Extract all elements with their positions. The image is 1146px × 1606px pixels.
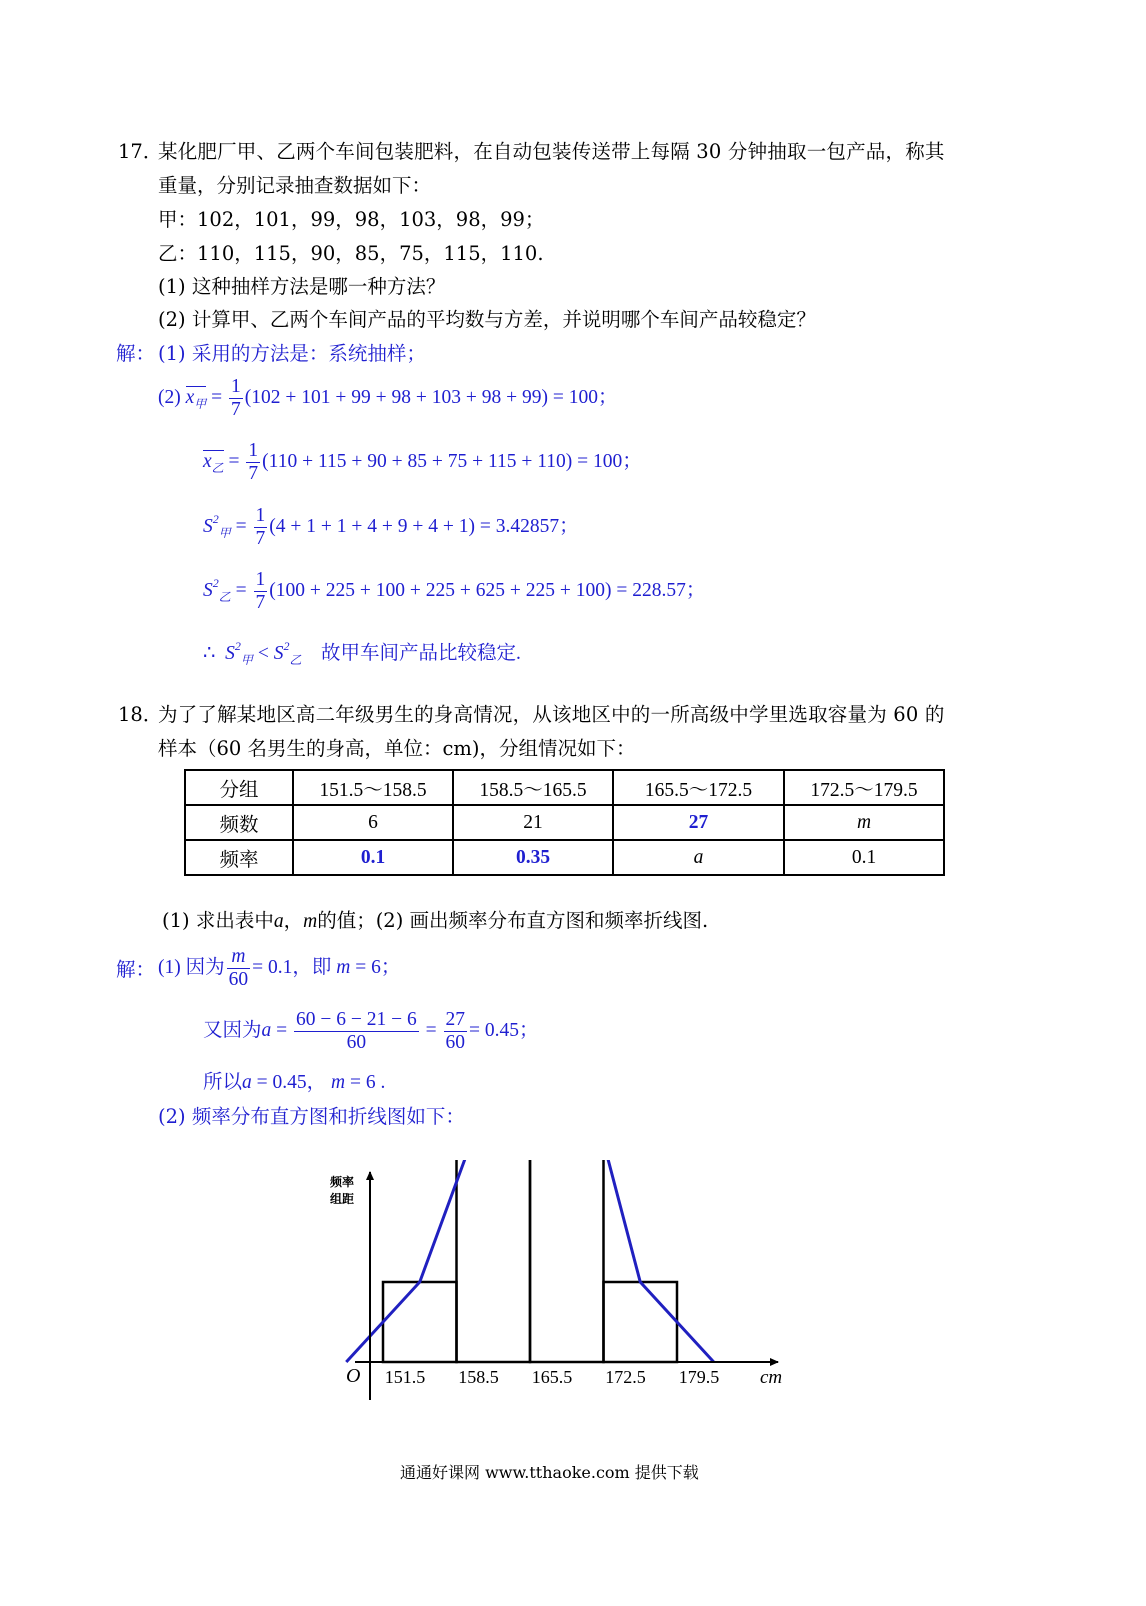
table-cell: 151.5～158.5 — [293, 770, 453, 805]
x-axis-label: cm — [760, 1367, 783, 1388]
table-cell-filled: 0.35 — [453, 840, 613, 875]
q18-stem-line1: 为了了解某地区高二年级男生的身高情况，从该地区中的一所高级中学里选取容量为 60 的 — [158, 703, 945, 726]
table-row — [185, 840, 944, 875]
variance-jia-expression: (4 + 1 + 1 + 4 + 9 + 4 + 1) = 3.42857； — [269, 515, 579, 537]
conclusion-text: 故甲车间产品比较稳定. — [320, 643, 521, 664]
sol17-var-jia: $S^2_甲$ = $\frac{1}{7}$ (4 + 1 + 1 + 4 + 9 + 4 + 1) = 3.42857； — [203, 505, 579, 549]
sol18-line3: 所以a = 0.45， m = 6 . — [203, 1072, 386, 1093]
x-tick-label: 179.5 — [678, 1367, 720, 1387]
variance-yi-expression: (100 + 225 + 100 + 225 + 625 + 225 + 100) = 228.57； — [269, 579, 706, 601]
table-cell: 21 — [453, 805, 613, 840]
q17-part2: (2) 计算甲、乙两个车间产品的平均数与方差，并说明哪个车间产品较稳定？ — [158, 308, 816, 331]
table-cell: m — [784, 805, 944, 840]
x-tick-label: 151.5 — [384, 1367, 426, 1387]
y-axis-label-line1: 频率 — [330, 1175, 355, 1189]
histogram-bar — [457, 1160, 531, 1362]
table-cell: 165.5～172.5 — [613, 770, 784, 805]
q18-stem-line2: 样本（60 名男生的身高，单位：cm)，分组情况如下： — [158, 737, 636, 760]
y-axis-label-line2: 组距 — [330, 1192, 355, 1206]
sol18-line2: 又因为a = $\frac{60 - 6 - 21 - 6}{60}$ = $\frac{27}{60}$ = 0.45； — [203, 1009, 539, 1053]
table-row-label: 分组 — [185, 770, 293, 805]
fraction-one-seventh: $\frac{1}{7}$ — [248, 440, 259, 484]
sol18-label: 解： — [116, 958, 156, 981]
sol18-part2: (2) 频率分布直方图和折线图如下： — [158, 1105, 465, 1128]
frequency-histogram — [300, 1160, 820, 1410]
histogram-bar — [383, 1282, 457, 1362]
sol17-part2-label: (2) — [158, 386, 181, 408]
variance-yi-symbol: $S^2_乙$ — [203, 575, 231, 604]
q18-question: (1) 求出表中a，m的值；(2) 画出频率分布直方图和频率折线图. — [162, 909, 709, 932]
fraction-one-seventh: $\frac{1}{7}$ — [255, 505, 266, 549]
table-cell: 158.5～165.5 — [453, 770, 613, 805]
table-row-label: 频数 — [185, 805, 293, 840]
fraction-calc: $\frac{60 - 6 - 21 - 6}{60}$ — [296, 1009, 417, 1053]
table-cell: a — [613, 840, 784, 875]
x-tick-label: 165.5 — [531, 1367, 573, 1387]
mean-yi-symbol: $x_乙$ — [203, 450, 224, 478]
page-footer: 通通好课网 www.tthaoke.com 提供下载 — [400, 1463, 699, 1482]
fraction-m-over-60: $\frac{m}{60}$ — [228, 946, 249, 990]
x-tick-label: 158.5 — [458, 1367, 499, 1387]
sol17-label: 解： — [116, 342, 156, 365]
fraction-one-seventh: $\frac{1}{7}$ — [231, 376, 241, 420]
histogram-bar — [604, 1282, 678, 1362]
table-row — [185, 805, 944, 840]
table-cell: 6 — [293, 805, 453, 840]
mean-jia-expression: (102 + 101 + 99 + 98 + 103 + 98 + 99) = 100； — [244, 386, 618, 408]
histogram-bar — [530, 1160, 604, 1362]
q17-data-jia: 甲：102，101，99，98，103，98，99； — [158, 208, 545, 231]
sol17-conclusion: ∴ $S^2_甲 < S^2_乙$ 故甲车间产品比较稳定. — [203, 639, 521, 667]
sol17-var-yi: $S^2_乙$ = $\frac{1}{7}$ (100 + 225 + 100 + 225 + 625 + 225 + 100) = 228.57； — [203, 569, 706, 613]
q17-part1: (1) 这种抽样方法是哪一种方法？ — [158, 275, 446, 298]
variance-jia-symbol: $S^2_甲$ — [203, 511, 231, 540]
q17-stem-line1: 某化肥厂甲、乙两个车间包装肥料，在自动包装传送带上每隔 30 分钟抽取一包产品，称其 — [158, 140, 945, 163]
table-cell-filled: 0.1 — [293, 840, 453, 875]
fraction-one-seventh: $\frac{1}{7}$ — [255, 569, 266, 613]
mean-yi-expression: (110 + 115 + 90 + 85 + 75 + 115 + 110) = 100； — [262, 450, 642, 472]
q18-number: 18． — [118, 703, 163, 726]
q17-data-yi: 乙：110，115，90，85，75，115，110. — [158, 242, 544, 265]
table-row-label: 频率 — [185, 840, 293, 875]
frequency-table — [184, 769, 945, 876]
sol17-mean-yi: $x_乙$ = $\frac{1}{7}$ (110 + 115 + 90 + 85 + 75 + 115 + 110) = 100； — [203, 440, 642, 484]
q17-number: 17． — [118, 140, 163, 163]
origin-label: O — [346, 1365, 361, 1387]
sol17-part1: (1) 采用的方法是：系统抽样； — [158, 342, 426, 365]
x-tick-label: 172.5 — [605, 1367, 646, 1387]
sol17-mean-jia: (2) $x_甲$ = $\frac{1}{7}$ (102 + 101 + 99 + 98 + 103 + 98 + 99) = 100； — [158, 376, 618, 420]
therefore-symbol: ∴ — [203, 643, 216, 664]
mean-jia-symbol: $x_甲$ — [186, 386, 207, 414]
sol18-line1: (1) 因为 $\frac{m}{60}$ = 0.1，即 m = 6； — [158, 946, 401, 990]
fraction-27-over-60: $\frac{27}{60}$ — [445, 1009, 466, 1053]
table-row — [185, 770, 944, 805]
table-cell: 172.5～179.5 — [784, 770, 944, 805]
table-cell: 0.1 — [784, 840, 944, 875]
q17-stem-line2: 重量，分别记录抽查数据如下： — [158, 174, 432, 197]
table-cell-filled: 27 — [613, 805, 784, 840]
